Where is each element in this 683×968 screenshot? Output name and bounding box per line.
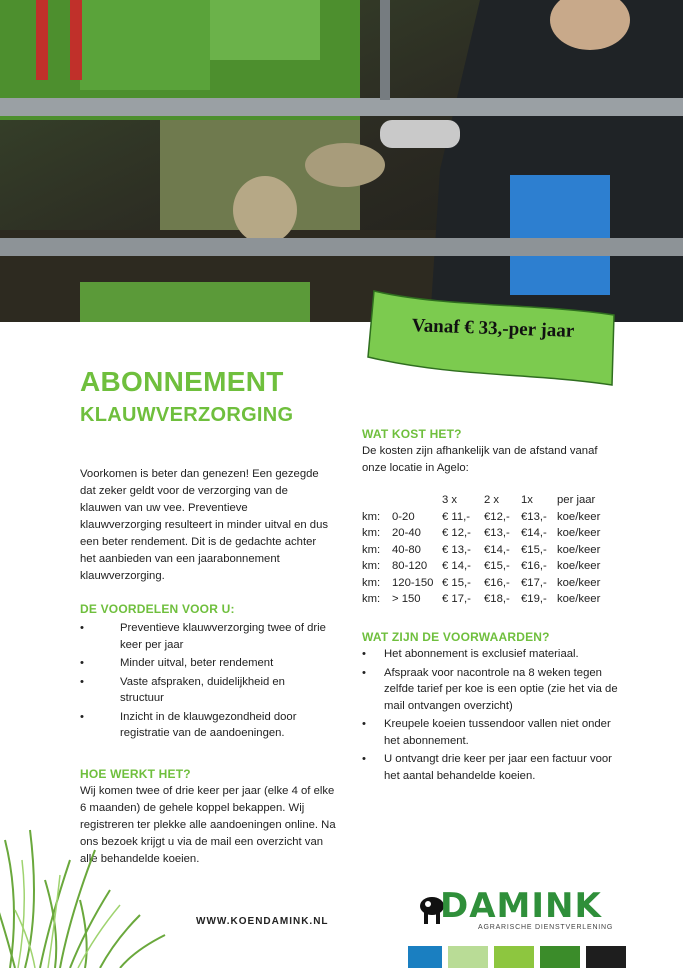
table-cell: € 15,- xyxy=(442,576,471,589)
color-bar xyxy=(586,946,626,968)
table-cell: 40-80 xyxy=(392,543,421,556)
table-cell: €14,- xyxy=(521,527,547,540)
table-cell: koe/keer xyxy=(557,593,601,606)
color-bar xyxy=(494,946,534,968)
color-bar xyxy=(540,946,580,968)
table-cell: koe/keer xyxy=(557,543,601,556)
table-cell: €16,- xyxy=(521,560,547,573)
table-cell: km: xyxy=(362,576,381,589)
table-row xyxy=(362,591,600,608)
table-cell: € 13,- xyxy=(442,543,471,556)
table-row xyxy=(362,509,600,526)
table-cell: €18,- xyxy=(484,593,510,606)
bullet-icon: • xyxy=(80,622,84,634)
table-cell: km: xyxy=(362,527,381,540)
table-cell: koe/keer xyxy=(557,527,601,540)
table-header-cell: 1x xyxy=(521,494,533,507)
voordelen-list xyxy=(80,620,330,744)
table-cell: koe/keer xyxy=(557,510,601,523)
voordelen-heading: DE VOORDELEN VOOR U: xyxy=(80,602,235,616)
table-row xyxy=(362,558,600,575)
bullet-icon: • xyxy=(362,648,366,660)
bullet-icon: • xyxy=(362,666,366,679)
bullet-icon: • xyxy=(80,675,84,688)
table-cell: €15,- xyxy=(521,543,547,556)
website-link[interactable]: WWW.KOENDAMINK.NL xyxy=(196,916,329,927)
table-cell: 120-150 xyxy=(392,576,434,589)
table-cell: 0-20 xyxy=(392,510,415,523)
table-header-cell xyxy=(362,492,392,509)
price-badge-text: Vanaf € 33,-per jaar xyxy=(411,315,575,342)
werkt-heading: HOE WERKT HET? xyxy=(80,767,191,781)
table-cell: €17,- xyxy=(521,576,547,589)
list-item: • Het abonnement is exclusief materiaal. xyxy=(362,646,622,663)
grass-image xyxy=(0,820,190,968)
table-cell: € 12,- xyxy=(442,527,471,540)
list-item: • U ontvangt drie keer per jaar een factuur voor het aantal behandelde koeien. xyxy=(362,753,612,782)
table-cell: € 11,- xyxy=(442,510,471,523)
table-row xyxy=(362,575,600,592)
color-bar xyxy=(448,946,488,968)
kost-text: De kosten zijn afhankelijk van de afstand vanaf onze locatie in Agelo: xyxy=(362,445,598,474)
page-title: ABONNEMENT xyxy=(80,366,284,397)
table-cell: 80-120 xyxy=(392,560,428,573)
logo-name: DAMINK xyxy=(440,886,602,926)
table-cell: € 17,- xyxy=(442,593,471,606)
logo-subtitle: AGRARISCHE DIENSTVERLENING xyxy=(478,924,614,931)
bullet-icon: • xyxy=(362,718,366,730)
list-item: • Kreupele koeien tussendoor vallen niet onder het abonnement. xyxy=(362,718,611,747)
list-item: • Minder uitval, beter rendement xyxy=(80,655,330,672)
color-bar xyxy=(408,946,442,968)
voorwaarden-heading: WAT ZIJN DE VOORWAARDEN? xyxy=(362,630,550,644)
table-cell: koe/keer xyxy=(557,576,601,589)
price-table xyxy=(362,492,600,608)
table-cell: > 150 xyxy=(392,593,421,606)
table-row xyxy=(362,525,600,542)
table-cell: km: xyxy=(362,593,381,606)
werkt-text: Wij komen twee of drie keer per jaar (elke 4 of elke 6 maanden) de gehele koppel bekappen. Wij registreren ter plekke alle aandoeningen online. Na ons bezoek krijgt u via de mail een overzicht van alle behandelde koeien. xyxy=(80,785,336,865)
table-cell: km: xyxy=(362,543,381,556)
table-cell: €15,- xyxy=(484,560,510,573)
bullet-icon: • xyxy=(80,657,84,669)
bullet-icon: • xyxy=(362,753,366,765)
table-cell: €13,- xyxy=(484,527,510,540)
voorwaarden-list xyxy=(362,646,622,786)
kost-heading: WAT KOST HET? xyxy=(362,427,462,441)
list-item: • Inzicht in de klauwgezondheid door registratie van de aandoeningen. xyxy=(80,710,297,739)
table-header-cell: 3 x xyxy=(442,494,458,507)
table-row xyxy=(362,542,600,559)
table-cell: €13,- xyxy=(521,510,547,523)
table-cell: €19,- xyxy=(521,593,547,606)
bullet-icon: • xyxy=(80,710,84,723)
table-header-row xyxy=(362,492,600,509)
table-header-cell xyxy=(392,492,442,509)
color-bars xyxy=(408,946,646,968)
table-header-cell: 2 x xyxy=(484,494,500,507)
table-cell: koe/keer xyxy=(557,560,601,573)
table-cell: 20-40 xyxy=(392,527,421,540)
page-subtitle: KLAUWVERZORGING xyxy=(80,404,294,426)
table-cell: €12,- xyxy=(484,510,510,523)
table-cell: €16,- xyxy=(484,576,510,589)
table-cell: €14,- xyxy=(484,543,510,556)
table-header-cell: per jaar xyxy=(557,494,596,507)
list-item: • Afspraak voor nacontrole na 8 weken tegen zelfde tarief per koe is een optie (zie het via de mail ontvangen overzicht) xyxy=(362,666,618,712)
header-photo xyxy=(0,0,683,322)
intro-text: Voorkomen is beter dan genezen! Een gezegde dat zeker geldt voor de verzorging van de klauwen van uw vee. Preventieve klauwverzorging resulteert in minder uitval en dus een beter rendement. Dit is de gedachte achter het aanbieden van een jaarabonnement klauwverzorging. xyxy=(80,468,329,582)
table-cell: km: xyxy=(362,510,381,523)
table-cell: km: xyxy=(362,560,381,573)
list-item: • Vaste afspraken, duidelijkheid en structuur xyxy=(80,675,285,704)
table-cell: € 14,- xyxy=(442,560,471,573)
list-item: • Preventieve klauwverzorging twee of drie keer per jaar xyxy=(80,622,326,651)
